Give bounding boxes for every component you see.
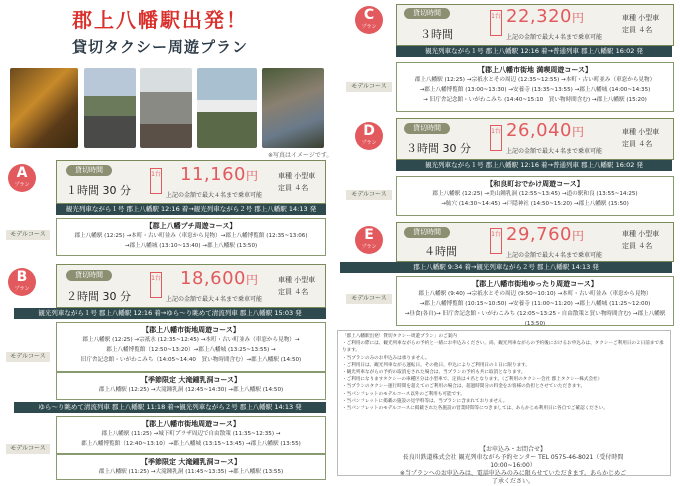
plan-c-course: 【郡上八幡市街地 満喫周遊コース】 郡上八幡駅 (12:25) →宗祇水とその周辺 (12:35~12:55) →本町・古い町並み（車窓から見物） →郡上八幡博覧館 (13:00~13:30) →安養寺 (13:35~13:55) →郡上八幡城 (14:00~14:35) → 旧庁舎記念館・いがわこみち (14:40~15:10 買い物時間含む) →郡上八幡駅 (15:20): [396, 62, 674, 112]
plan-e-hours: ４時間: [424, 245, 457, 258]
plan-e-course: 【郡上八幡市街地ゆったり周遊コース】 郡上八幡駅 (9:40) →宗祇水とその周辺 (9:50~10:10) →本町・古い町並み（車窓から見物） →郡上八幡博覧館 (10:15~10:50) →安養寺 (11:00~11:20) →郡上八幡城 (11:25~12:00) →昼食(各自)→ 旧庁舎記念館・いがわこみち (12:05~13:25・自由散策と買い物時間含む) →郡上八幡駅 (13:50): [396, 276, 674, 326]
plan-c-capacity-note: 上記の金額で最大４名まで乗車可能: [506, 34, 603, 41]
plan-c-car: 車種 小型車 定員 ４名: [622, 14, 660, 34]
plan-e-capacity-note: 上記の金額で最大４名まで乗車可能: [506, 252, 603, 259]
photo-autumn-leaves: [10, 68, 78, 148]
plan-d-route: 観光列車ながら１号 郡上八幡駅 12:16 着→普通列車 郡上八幡駅 16:02 発: [396, 160, 672, 171]
plan-a-time-tag: 貸切時間: [66, 165, 112, 176]
plan-e-car: 車種 小型車 定員 ４名: [622, 230, 660, 250]
plan-e-price: 29,760円: [506, 224, 585, 245]
plan-b-course-4: 【季節限定 大滝鍾乳洞コース】 郡上八幡駅 (11:25) →大滝鍾乳洞 (11:45~13:35) →郡上八幡駅 (13:55): [56, 454, 326, 480]
plan-e-route: 郡上八幡駅 9:34 着→観光列車ながら２号 郡上八幡駅 14:13 発: [340, 262, 672, 273]
plan-b-capacity-note: 上記の金額で最大４名まで乗車可能: [166, 296, 263, 303]
plan-a-price: 11,160円: [180, 164, 259, 185]
plan-d-badge: D プラン: [355, 122, 383, 150]
plan-b-price: 18,600円: [180, 268, 259, 289]
plan-a-hours: １時間 30 分: [66, 184, 131, 197]
plan-c-model-label: モデルコース: [346, 82, 392, 92]
note-item: ・当プランのみのお申込みは承りません。: [342, 355, 430, 361]
plan-d-model-label: モデルコース: [346, 190, 392, 200]
plan-b-model-label-2: モデルコース: [6, 444, 50, 454]
note-item: ・ご利用の際には、観光列車ながらの予約と一緒にお申込みください。尚、観光列車ながらの予約後におけるお申込みは、タクシーご利用日の２日前まで承ります。: [342, 341, 664, 354]
plan-b-course-3: 【郡上八幡市街地周遊コース】 郡上八幡駅 (11:25) →城下町プラザ周辺で自由散策 (11:35~12:35) → 郡上八幡博覧館（12:40~13:10）→郡上八幡城 (13:15~13:45) →郡上八幡駅 (13:55): [56, 416, 326, 454]
photo-castle: [197, 68, 257, 148]
plan-d-price: 26,040円: [506, 120, 585, 141]
plan-b-car: 車種 小型車 定員 ４名: [278, 276, 316, 296]
page-subtitle: 貸切タクシー周遊プラン: [71, 38, 248, 56]
plan-a-course: 【郡上八幡プチ周遊コース】 郡上八幡駅 (12:25) →本町・古い町並み（車窓から見物）→郡上八幡博覧館 (12:35~13:06) →郡上八幡城 (13:10~13:40) →郡上八幡駅 (13:50): [56, 218, 326, 256]
plan-d-course: 【和良町おでかけ周遊コース】 郡上八幡駅 (12:25) →美山鍾乳洞 (12:55~13:45) →道の駅和良 (13:55~14:25) →鮎穴 (14:30~14:45) →戸隠神社 (14:50~15:20) →郡上八幡駅 (15:50): [396, 176, 674, 216]
plan-e-time-tag: 貸切時間: [404, 227, 450, 238]
plan-a-badge: A プラン: [8, 164, 36, 192]
plan-b-course-2: 【季節限定 大滝鍾乳洞コース】 郡上八幡駅 (12:25) →大滝鍾乳洞 (12:45~14:30) →郡上八幡駅 (14:50): [56, 372, 326, 400]
note-item: ・当プランのタクシー運行時間を超えてのご利用の場合は、超過時間分の料金をお客様の負担とさせていただきます。: [342, 384, 586, 390]
photo-mountain-town: [84, 68, 136, 148]
page-title: 郡上八幡駅出発！: [72, 8, 248, 32]
plan-a-route: 観光列車ながら１号 郡上八幡駅 12:16 着→観光列車ながら２号 郡上八幡駅 14:13 発: [56, 204, 326, 215]
photo-caption: ※写真はイメージです。: [268, 152, 333, 159]
plan-a-one-car: 1台: [150, 168, 162, 194]
plan-b-model-label-1: モデルコース: [6, 352, 50, 362]
notes-title: 「郡上八幡駅出発！貸切タクシー周遊プラン」のご案内: [342, 334, 457, 339]
photo-canal: [262, 68, 324, 148]
plan-b-course-1: 【郡上八幡市街地周遊コース】 郡上八幡駅 (12:25) →宗祇水 (12:35~12:45) →本町・古い町並み（車窓から見物）→ 郡上八幡博覧館（12:50~13:20）→郡上八幡城 (13:25~13:55) → 旧庁舎記念館・いがわこみち（14:05~14:40 買い物時間含む）→郡上八幡駅 (14:50): [56, 322, 326, 372]
plan-c-badge: C プラン: [355, 6, 383, 34]
plan-c-one-car: 1台: [490, 10, 502, 36]
photo-street: [140, 68, 192, 148]
plan-b-one-car: 1台: [150, 272, 162, 298]
plan-e-model-label: モデルコース: [346, 294, 392, 304]
plan-c-price: 22,320円: [506, 6, 585, 27]
plan-b-route: 観光列車ながら１号 郡上八幡駅 12:16 着→ゆら～り眺めて清流列車 郡上八幡駅 15:03 発: [14, 308, 326, 319]
plan-c-hours: ３時間: [420, 28, 453, 41]
plan-c-time-tag: 貸切時間: [404, 8, 450, 19]
note-item: ・当パンフレットのモデルコースに掲載された各施設の営業時間等につきましては、あらかじめ利用日に各自でご確認ください。: [342, 406, 608, 412]
plan-b-badge: B プラン: [8, 268, 36, 296]
contact-phone: 長良川鉄道株式会社 観光列車ながら予約センター TEL 0575-46-8021（受付時間 10:00~16:00）: [402, 454, 624, 469]
note-item: ・ご利用になりますタクシーの車種区分は小型車で、定員は４名となります。（ご利用のタクシー会社 郡上タクシー株式会社）: [342, 377, 603, 383]
note-item: ・観光列車ながらの予約の取消をされた場合は、当プランの予約も共に取消となります。: [342, 370, 526, 376]
plan-d-one-car: 1台: [490, 125, 502, 151]
plan-d-time-tag: 貸切時間: [404, 123, 450, 134]
plan-b-time-tag: 貸切時間: [66, 270, 112, 281]
plan-c-route: 観光列車ながら１号 郡上八幡駅 12:16 着→普通列車 郡上八幡駅 16:02 発: [396, 46, 672, 57]
plan-a-model-label: モデルコース: [6, 230, 50, 240]
note-item: ・ご利用日は、観光列車ながら運転日。その他日、申込によりご利用日の１日に限ります。: [342, 362, 530, 368]
plan-d-car: 車種 小型車 定員 ４名: [622, 128, 660, 148]
plan-e-badge: E プラン: [355, 226, 383, 254]
plan-d-capacity-note: 上記の金額で最大４名まで乗車可能: [506, 148, 603, 155]
note-item: ・当パンフレットのモデルコース以外のご利用も可能です。: [342, 391, 465, 397]
contact-title: 【お申込み・お問合せ】: [479, 446, 546, 453]
plan-b-hours: ２時間 30 分: [66, 290, 131, 303]
plan-a-capacity-note: 上記の金額で最大４名まで乗車可能: [166, 192, 263, 199]
plan-a-car: 車種 小型車 定員 ４名: [278, 172, 316, 192]
plan-e-one-car: 1台: [490, 228, 502, 254]
plan-d-hours: ３時間 30 分: [406, 142, 471, 155]
note-item: ・当パンフレットに掲載の施設の見学料等は、当プランに含まれておりません。: [342, 398, 508, 404]
contact-block: [398, 446, 628, 486]
contact-note: ※当プランへのお申込みは、電話申込みのみに限らせていただきます。あらかじめご了承ください。: [399, 470, 627, 485]
plan-b-route-2: ゆら～り眺めて清流列車 郡上八幡駅 11:18 着→観光列車ながら２号 郡上八幡駅 14:13 発: [14, 402, 326, 413]
